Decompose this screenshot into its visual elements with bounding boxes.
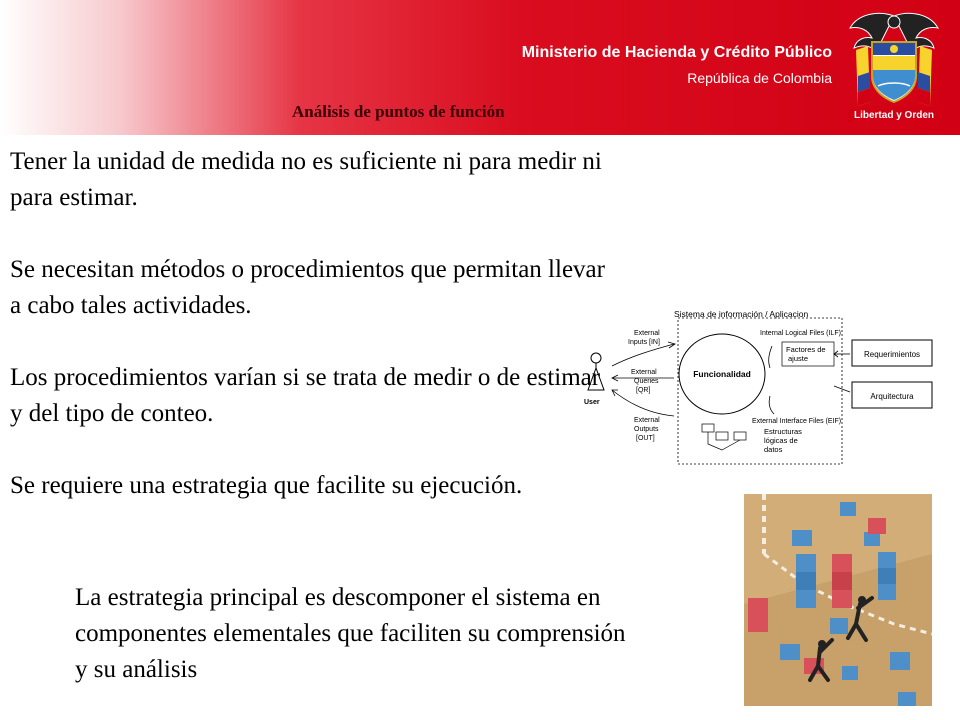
svg-text:Requerimientos: Requerimientos [863, 350, 921, 359]
svg-text:ajuste: ajuste [788, 354, 809, 363]
svg-text:lógicas de: lógicas de [764, 436, 798, 445]
header-banner [0, 0, 960, 135]
paragraph-1: Tener la unidad de medida no es suficiente ni para medir ni para estimar. [10, 148, 602, 211]
user-icon [588, 353, 604, 390]
svg-text:External: External [634, 417, 660, 424]
svg-text:[QR]: [QR] [636, 387, 651, 394]
ministry-name: Ministerio de Hacienda y Crédito Público [521, 44, 832, 61]
svg-text:External: External [631, 369, 657, 376]
svg-text:Arquitectura: Arquitectura [870, 392, 914, 401]
function-point-diagram [582, 306, 938, 468]
svg-text:datos: datos [764, 445, 783, 454]
building-blocks-illustration [744, 494, 932, 706]
data-structure-icon [702, 424, 746, 450]
paragraph-4: Se requiere una estrategia que facilite su ejecución. [10, 472, 523, 499]
page-title: Análisis de puntos de función [292, 102, 505, 121]
svg-text:Inputs [IN]: Inputs [IN] [628, 339, 660, 346]
svg-text:Factores de: Factores de [786, 345, 826, 354]
svg-text:User: User [584, 399, 600, 406]
body-text [10, 144, 610, 540]
svg-text:[OUT]: [OUT] [636, 435, 655, 442]
svg-text:Queries: Queries [634, 378, 659, 385]
svg-text:External Interface Files (EIF): External Interface Files (EIF) [752, 418, 842, 425]
paragraph-3: Los procedimientos varían si se trata de medir o de estimar y del tipo de conteo. [10, 364, 601, 427]
colombia-coat-of-arms-logo [838, 6, 950, 130]
strategy-paragraph: La estrategia principal es descomponer el sistema en componentes elementales que faciliten su comprensión y su análisis [75, 584, 626, 683]
svg-text:Outputs: Outputs [634, 426, 659, 433]
svg-text:Funcionalidad: Funcionalidad [693, 369, 751, 379]
svg-text:Libertad y Orden: Libertad y Orden [853, 110, 935, 121]
paragraph-2: Se necesitan métodos o procedimientos que permitan llevar a cabo tales actividades. [10, 256, 605, 319]
svg-text:Sistema de información / Aplic: Sistema de información / Aplicacion [674, 309, 809, 319]
svg-text:Estructuras: Estructuras [764, 427, 802, 436]
svg-text:External: External [634, 330, 660, 337]
republic-name: República de Colombia [687, 70, 832, 86]
svg-text:Internal Logical Files (ILF): Internal Logical Files (ILF) [760, 330, 841, 337]
